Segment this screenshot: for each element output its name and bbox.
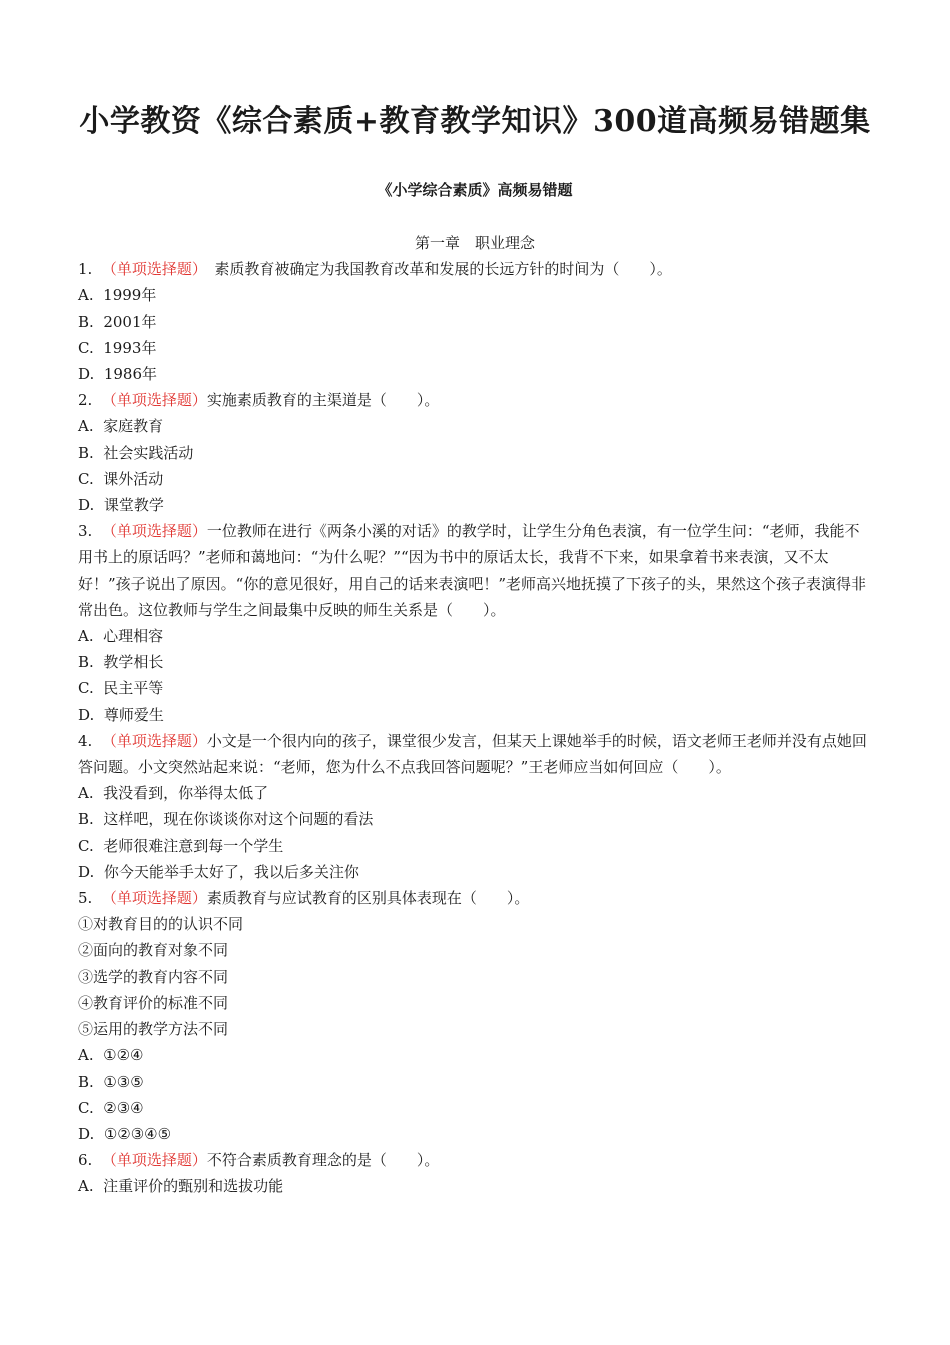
- option-text: 注重评价的甄别和选拔功能: [103, 1177, 284, 1196]
- option-label: A.: [78, 286, 94, 305]
- answer-option: [78, 1095, 872, 1121]
- option-text: 你今天能举手太好了，我以后多关注你: [103, 862, 359, 881]
- question-4: [78, 728, 872, 885]
- question-statement: ①对教育目的的认识不同: [78, 915, 244, 934]
- option-text: ①②③④⑤: [103, 1124, 172, 1143]
- option-text: ①②④: [103, 1046, 144, 1065]
- question-number: 3.: [78, 522, 93, 541]
- question-text: 素质教育被确定为我国教育改革和发展的长远方针的时间为（ ）。: [199, 260, 672, 279]
- question-text: 实施素质教育的主渠道是（ ）。: [206, 391, 440, 410]
- option-text: 教学相长: [103, 653, 164, 672]
- option-label: B.: [78, 653, 94, 672]
- chapter-heading: 第一章 职业理念: [414, 234, 535, 252]
- question-number: 6.: [78, 1151, 93, 1170]
- option-label: A.: [78, 1177, 94, 1196]
- answer-option: [78, 309, 872, 335]
- question-type-tag: （单项选择题）: [101, 731, 207, 750]
- option-label: C.: [78, 469, 94, 488]
- option-text: 1999年: [103, 286, 157, 305]
- question-text: 小文是一个很内向的孩子，课堂很少发言，但某天上课她举手的时候，语文老师王老师并没有点她回答问题。小文突然站起来说：“老师，您为什么不点我回答问题呢？”王老师应当如何回应（ ）。: [78, 731, 867, 777]
- question-3: [78, 518, 872, 728]
- question-type-tag: （单项选择题）: [101, 522, 207, 541]
- answer-option: [78, 1069, 872, 1095]
- option-label: B.: [78, 1072, 94, 1091]
- question-statement: ④教育评价的标准不同: [78, 993, 229, 1012]
- answer-option: [78, 675, 872, 701]
- questions-container: [78, 256, 872, 1199]
- section-subtitle: 《小学综合素质》高频易错题: [377, 181, 573, 199]
- option-label: C.: [78, 679, 94, 698]
- option-text: ②③④: [103, 1098, 144, 1117]
- answer-option: [78, 1042, 872, 1068]
- question-type-tag: （单项选择题）: [101, 889, 207, 908]
- answer-option: [78, 806, 872, 832]
- option-text: 老师很难注意到每一个学生: [103, 836, 284, 855]
- option-label: D.: [78, 1124, 95, 1143]
- answer-option: [78, 440, 872, 466]
- answer-option: [78, 859, 872, 885]
- question-2: [78, 387, 872, 518]
- answer-option: [78, 1173, 872, 1199]
- question-1: [78, 256, 872, 387]
- option-label: C.: [78, 836, 94, 855]
- option-text: 课堂教学: [103, 496, 164, 515]
- option-text: 心理相容: [103, 627, 164, 646]
- question-number: 2.: [78, 391, 93, 410]
- answer-option: [78, 623, 872, 649]
- question-type-tag: （单项选择题）: [101, 391, 207, 410]
- question-text: 不符合素质教育理念的是（ ）。: [206, 1151, 440, 1170]
- answer-option: [78, 282, 872, 308]
- option-label: C.: [78, 338, 94, 357]
- option-text: 尊师爱生: [103, 705, 164, 724]
- answer-option: [78, 649, 872, 675]
- answer-option: [78, 833, 872, 859]
- option-text: 家庭教育: [103, 417, 164, 436]
- question-statement: ③选学的教育内容不同: [78, 967, 229, 986]
- option-label: B.: [78, 810, 94, 829]
- option-label: D.: [78, 862, 95, 881]
- option-label: B.: [78, 312, 94, 331]
- question-stem: [78, 728, 872, 780]
- option-text: 1993年: [103, 338, 157, 357]
- answer-option: [78, 702, 872, 728]
- answer-option: [78, 780, 872, 806]
- answer-option: [78, 335, 872, 361]
- option-label: A.: [78, 417, 94, 436]
- question-stem: [78, 387, 872, 413]
- question-text: 一位教师在进行《两条小溪的对话》的教学时，让学生分角色表演，有一位学生问：“老师，我能不用书上的原话吗？”老师和蔼地问：“为什么呢？”“因为书中的原话太长，我背不下来，如果拿着书来表演，又不太好！”孩子说出了原因。“你的意见很好，用自己的话来表演吧！”老师高兴地抚摸了下孩子的头，果然这个孩子表演得非常出色。这位教师与学生之间最集中反映的师生关系是（ ）。: [78, 522, 867, 619]
- option-label: D.: [78, 705, 95, 724]
- question-stem: [78, 885, 872, 911]
- option-label: D.: [78, 365, 95, 384]
- answer-option: [78, 413, 872, 439]
- question-statement: ②面向的教育对象不同: [78, 941, 229, 960]
- question-text: 素质教育与应试教育的区别具体表现在（ ）。: [206, 889, 530, 908]
- question-number: 5.: [78, 889, 93, 908]
- option-label: D.: [78, 496, 95, 515]
- option-text: 民主平等: [103, 679, 164, 698]
- question-6: [78, 1147, 872, 1199]
- question-type-tag: （单项选择题）: [101, 260, 200, 279]
- option-label: A.: [78, 627, 94, 646]
- question-statement: ⑤运用的教学方法不同: [78, 1020, 229, 1039]
- question-list: [78, 230, 872, 1200]
- answer-option: [78, 492, 872, 518]
- answer-option: [78, 361, 872, 387]
- question-number: 1.: [78, 260, 93, 279]
- answer-option: [78, 466, 872, 492]
- option-text: 课外活动: [103, 469, 164, 488]
- option-text: ①③⑤: [103, 1072, 144, 1091]
- question-stem: [78, 256, 872, 282]
- question-type-tag: （单项选择题）: [101, 1151, 207, 1170]
- option-text: 这样吧，现在你谈谈你对这个问题的看法: [103, 810, 374, 829]
- option-label: A.: [78, 1046, 94, 1065]
- option-text: 1986年: [103, 365, 157, 384]
- option-text: 我没看到，你举得太低了: [103, 784, 269, 803]
- option-label: A.: [78, 784, 94, 803]
- question-stem: [78, 518, 872, 623]
- option-label: C.: [78, 1098, 94, 1117]
- document-title: 小学教资《综合素质+教育教学知识》300道高频易错题集: [79, 104, 871, 139]
- answer-option: [78, 1121, 872, 1147]
- option-text: 2001年: [103, 312, 157, 331]
- question-5: [78, 885, 872, 1147]
- option-label: B.: [78, 443, 94, 462]
- question-stem: [78, 1147, 872, 1173]
- option-text: 社会实践活动: [103, 443, 194, 462]
- question-number: 4.: [78, 731, 93, 750]
